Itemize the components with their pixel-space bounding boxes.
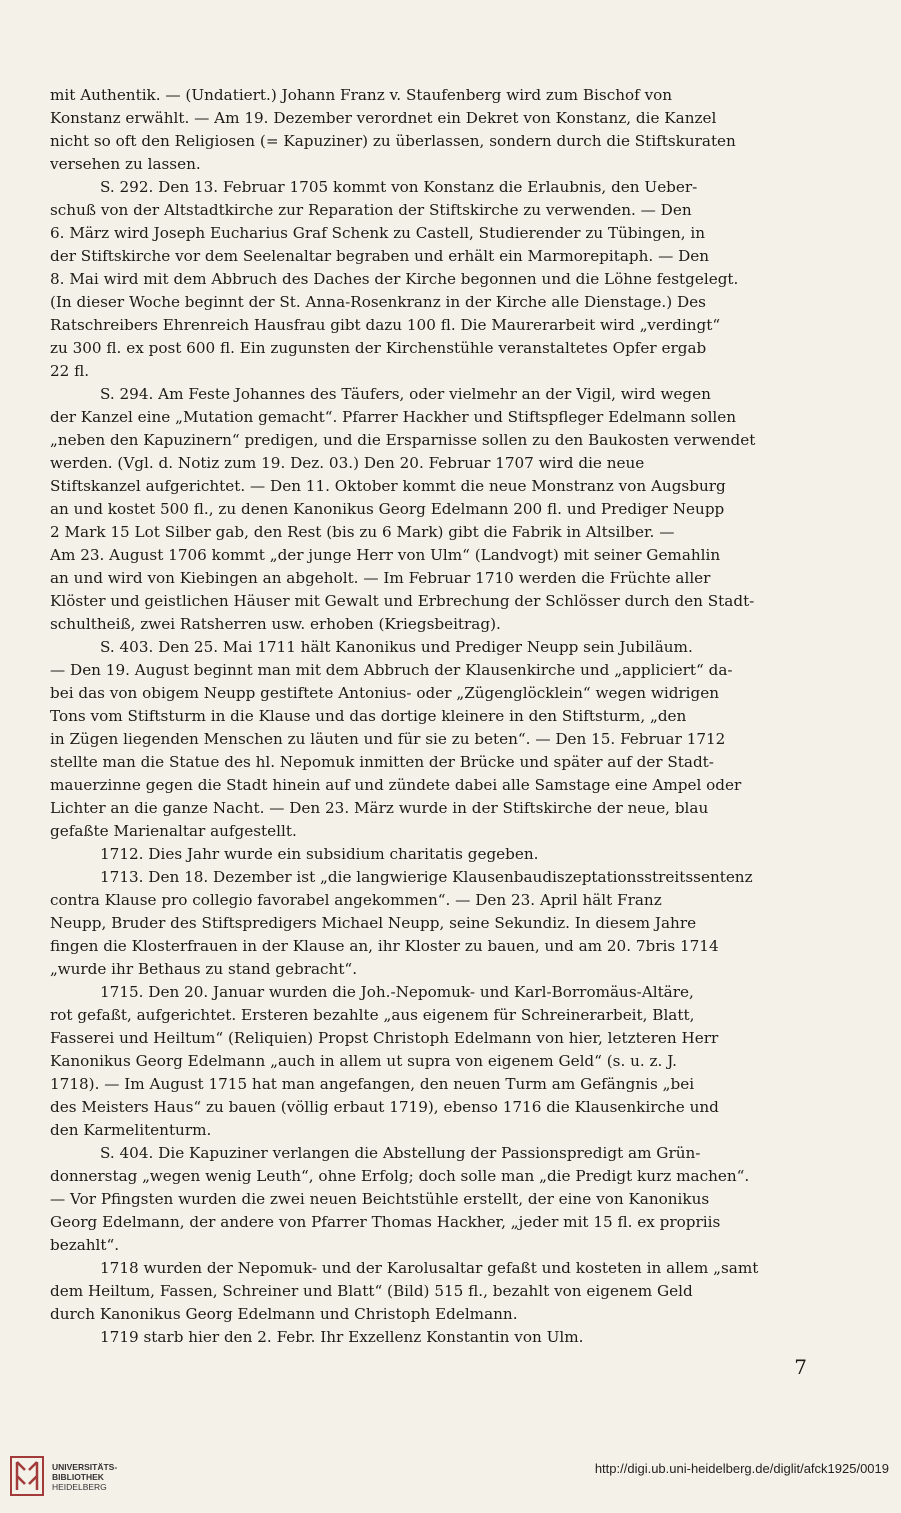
text-line: rot gefaßt, aufgerichtet. Ersteren bezahlte „aus eigenem für Schreinerarbeit, Blatt,: [50, 1006, 695, 1024]
text-line: 1713. Den 18. Dezember ist „die langwierige Klausenbaudiszeptationsstreitssentenz: [100, 868, 753, 886]
text-line: 1715. Den 20. Januar wurden die Joh.-Nepomuk- und Karl-Borromäus-Altäre,: [100, 983, 694, 1001]
library-line-2: BIBLIOTHEK: [52, 1472, 104, 1482]
text-line: Konstanz erwählt. — Am 19. Dezember verordnet ein Dekret von Konstanz, die Kanzel: [50, 109, 717, 127]
text-line: 1712. Dies Jahr wurde ein subsidium charitatis gegeben.: [100, 845, 539, 863]
text-line: 22 fl.: [50, 362, 90, 380]
text-line: contra Klause pro collegio favorabel angekommen“. — Den 23. April hält Franz: [50, 891, 662, 909]
text-line: dem Heiltum, Fassen, Schreiner und Blatt“ (Bild) 515 fl., bezahlt von eigenem Geld: [50, 1282, 693, 1300]
text-line: versehen zu lassen.: [50, 155, 201, 173]
text-line: Georg Edelmann, der andere von Pfarrer Thomas Hackher, „jeder mit 15 fl. ex propriis: [50, 1213, 721, 1231]
text-line: 1718 wurden der Nepomuk- und der Karolusaltar gefaßt und kosteten in allem „samt: [100, 1259, 759, 1277]
library-line-1: UNIVERSITÄTS-: [52, 1462, 118, 1472]
text-line: Kanonikus Georg Edelmann „auch in allem ut supra von eigenem Geld“ (s. u. z. J.: [50, 1052, 677, 1070]
library-line-3: HEIDELBERG: [52, 1482, 107, 1492]
text-line: 1719 starb hier den 2. Febr. Ihr Exzellenz Konstantin von Ulm.: [100, 1328, 584, 1346]
text-line: mauerzinne gegen die Stadt hinein auf und zündete dabei alle Samstage eine Ampel oder: [50, 776, 742, 794]
text-line: Klöster und geistlichen Häuser mit Gewalt und Erbrechung der Schlösser durch den Stadt-: [50, 592, 755, 610]
text-line: mit Authentik. — (Undatiert.) Johann Franz v. Staufenberg wird zum Bischof von: [50, 86, 673, 104]
text-line: Stiftskanzel aufgerichtet. — Den 11. Oktober kommt die neue Monstranz von Augsburg: [50, 477, 726, 495]
library-name: [52, 1462, 117, 1492]
footer: [0, 1444, 901, 1513]
text-line: — Den 19. August beginnt man mit dem Abbruch der Klausenkirche und „appliciert“ da-: [50, 661, 733, 679]
text-line: an und kostet 500 fl., zu denen Kanonikus Georg Edelmann 200 fl. und Prediger Neupp: [50, 500, 725, 518]
text-line: zu 300 fl. ex post 600 fl. Ein zugunsten der Kirchenstühle veranstaltetes Opfer ergab: [50, 339, 707, 357]
text-line: an und wird von Kiebingen an abgeholt. — Im Februar 1710 werden die Früchte aller: [50, 569, 711, 587]
text-line: — Vor Pfingsten wurden die zwei neuen Beichtstühle erstellt, der eine von Kanonikus: [50, 1190, 710, 1208]
text-line: Fasserei und Heiltum“ (Reliquien) Propst Christoph Edelmann von hier, letzteren Herr: [50, 1029, 719, 1047]
text-line: S. 294. Am Feste Johannes des Täufers, oder vielmehr an der Vigil, wird wegen: [100, 385, 711, 403]
text-line: S. 292. Den 13. Februar 1705 kommt von Konstanz die Erlaubnis, den Ueber-: [100, 178, 698, 196]
page-body: [50, 84, 812, 1349]
text-line: den Karmelitenturm.: [50, 1121, 212, 1139]
text-line: Tons vom Stiftsturm in die Klause und das dortige kleinere in den Stiftsturm, „den: [50, 707, 687, 725]
text-line: durch Kanonikus Georg Edelmann und Christoph Edelmann.: [50, 1305, 518, 1323]
text-line: des Meisters Haus“ zu bauen (völlig erbaut 1719), ebenso 1716 die Klausenkirche und: [50, 1098, 719, 1116]
text-line: 6. März wird Joseph Eucharius Graf Schenk zu Castell, Studierender zu Tübingen, in: [50, 224, 706, 242]
text-line: Am 23. August 1706 kommt „der junge Herr von Ulm“ (Landvogt) mit seiner Gemahlin: [50, 546, 721, 564]
text-line: „neben den Kapuzinern“ predigen, und die Ersparnisse sollen zu den Baukosten verwendet: [50, 431, 756, 449]
text-line: der Kanzel eine „Mutation gemacht“. Pfarrer Hackher und Stiftspfleger Edelmann sollen: [50, 408, 737, 426]
text-line: 2 Mark 15 Lot Silber gab, den Rest (bis zu 6 Mark) gibt die Fabrik in Altsilber. —: [50, 523, 675, 541]
text-line: donnerstag „wegen wenig Leuth“, ohne Erfolg; doch solle man „die Predigt kurz machen“.: [50, 1167, 750, 1185]
text-line: S. 404. Die Kapuziner verlangen die Abstellung der Passionspredigt am Grün-: [100, 1144, 701, 1162]
text-line: stellte man die Statue des hl. Nepomuk inmitten der Brücke und später auf der Stadt-: [50, 753, 714, 771]
text-line: S. 403. Den 25. Mai 1711 hält Kanonikus und Prediger Neupp sein Jubiläum.: [100, 638, 693, 656]
text-line: schultheiß, zwei Ratsherren usw. erhoben (Kriegsbeitrag).: [50, 615, 501, 633]
text-line: Lichter an die ganze Nacht. — Den 23. März wurde in der Stiftskirche der neue, blau: [50, 799, 709, 817]
text-line: 8. Mai wird mit dem Abbruch des Daches der Kirche begonnen und die Löhne festgelegt.: [50, 270, 739, 288]
text-line: bei das von obigem Neupp gestiftete Antonius- oder „Zügenglöcklein“ wegen widrigen: [50, 684, 720, 702]
text-line: nicht so oft den Religiosen (= Kapuziner) zu überlassen, sondern durch die Stiftskuraten: [50, 132, 736, 150]
text-line: Ratschreibers Ehrenreich Hausfrau gibt dazu 100 fl. Die Maurerarbeit wird „verdingt“: [50, 316, 721, 334]
text-line: 1718). — Im August 1715 hat man angefangen, den neuen Turm am Gefängnis „bei: [50, 1075, 695, 1093]
text-line: gefaßte Marienaltar aufgestellt.: [50, 822, 297, 840]
text-line: bezahlt“.: [50, 1236, 120, 1254]
university-library-logo-icon: [10, 1456, 44, 1496]
text-line: (In dieser Woche beginnt der St. Anna-Rosenkranz in der Kirche alle Dienstage.) Des: [50, 293, 706, 311]
text-line: schuß von der Altstadtkirche zur Reparation der Stiftskirche zu verwenden. — Den: [50, 201, 692, 219]
text-line: in Zügen liegenden Menschen zu läuten und für sie zu beten“. — Den 15. Februar 1712: [50, 730, 726, 748]
page-number: 7: [794, 1355, 807, 1379]
text-line: Neupp, Bruder des Stiftspredigers Michael Neupp, seine Sekundiz. In diesem Jahre: [50, 914, 697, 932]
text-line: fingen die Klosterfrauen in der Klause an, ihr Kloster zu bauen, und am 20. 7bris 1714: [50, 937, 719, 955]
text-line: werden. (Vgl. d. Notiz zum 19. Dez. 03.) Den 20. Februar 1707 wird die neue: [50, 454, 645, 472]
digital-library-url-link[interactable]: http://digi.ub.uni-heidelberg.de/diglit/afck1925/0019: [594, 1461, 889, 1476]
text-line: der Stiftskirche vor dem Seelenaltar begraben und erhält ein Marmorepitaph. — Den: [50, 247, 710, 265]
text-line: „wurde ihr Bethaus zu stand gebracht“.: [50, 960, 358, 978]
